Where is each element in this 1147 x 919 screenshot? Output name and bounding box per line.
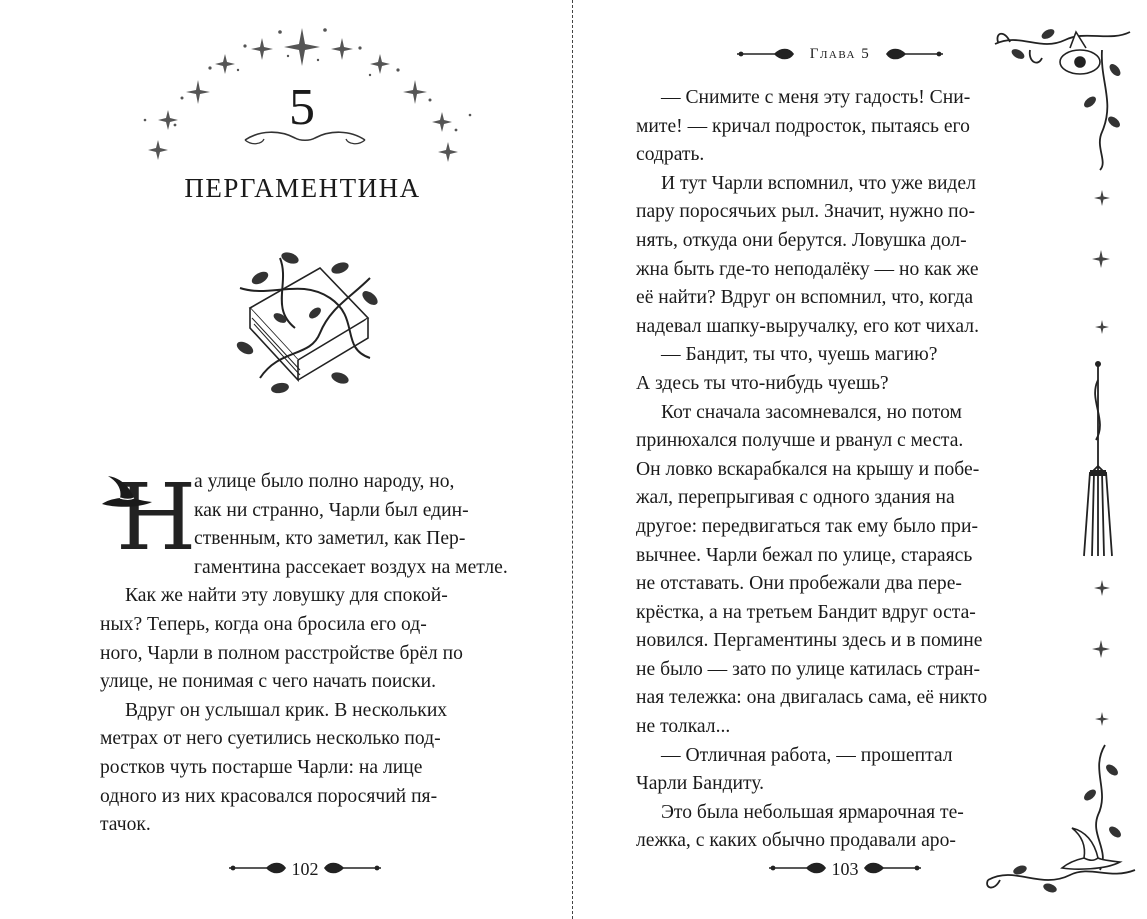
folio-ornament-right-icon [863, 861, 923, 875]
page-gutter [572, 0, 573, 919]
sparkle-icon [1095, 712, 1109, 726]
sparkle-icon [1095, 320, 1109, 334]
chapter-title: ПЕРГАМЕНТИНА [184, 173, 421, 203]
sparkle-icon [1094, 190, 1110, 206]
running-head [735, 42, 945, 66]
left-paragraph-3: Вдруг он услышал крик. В нескольких метрах от него суетились несколько под- ростков чуть постарше Чарли: на лице одного из них красовался поросячий пя- тачок. [100, 699, 448, 836]
dropcap [100, 464, 197, 571]
page-number: 103 [831, 859, 859, 879]
chapter-flourish-ornament [240, 128, 370, 150]
folio-ornament-right-icon [323, 861, 383, 875]
left-page [0, 0, 572, 919]
dropcap-letter: Н [116, 464, 197, 571]
right-paragraph-4: Кот сначала засомневался, но потом принюхался получше и рванул с места. Он ловко вскарабкался на крышу и побе- жал, перепрыгивая с одного здания на другое: передвигаться так ему было при- вычнее. Чарли бежал по улице, стараясь не отставать. Они пробежали два пере- крёстка, а на третьем Бандит вдруг оста- новился. Пергаментины здесь и в помине не было — зато по улице катилась стран- ная тележка: она двигалась сама, её никто не толкал... [636, 401, 988, 738]
left-body-text [100, 464, 512, 840]
right-paragraph-2: И тут Чарли вспомнил, что уже видел пару поросячьих рыл. Значит, нужно по- нять, откуда они берутся. Ловушка дол- жна быть где-то неподалёку — но как же её найти? Вдруг он вспомнил, что, когда надевал шапку-выручалку, его кот чихал. [636, 172, 979, 337]
right-paragraph-6: Это была небольшая ярмарочная те- лежка, с каких обычно продавали аро- [636, 801, 964, 852]
right-paragraph-1: — Снимите с меня эту гадость! Сни- мите! — кричал подросток, пытаясь его содрать. [636, 87, 971, 166]
vine-book-icon [220, 238, 390, 410]
vine-corner-top-icon [990, 22, 1140, 172]
sparkle-icon [1092, 250, 1110, 268]
right-paragraph-5: — Отличная работа, — прошептал Чарли Бандиту. [636, 744, 953, 795]
running-head-ornament-right-icon [885, 47, 945, 61]
running-head-label: Глава 5 [809, 46, 871, 62]
sparkle-icon [1092, 640, 1110, 658]
page-number-right [745, 857, 945, 881]
right-paragraph-3: — Бандит, ты что, чуешь магию? А здесь ты что-нибудь чуешь? [636, 344, 938, 394]
sparkle-icon [1094, 580, 1110, 596]
page-number-left [205, 857, 405, 881]
page-number: 102 [291, 859, 319, 879]
chapter-number: 5 [289, 79, 316, 136]
left-paragraph-2: Как же найти эту ловушку для спокой- ных? Теперь, когда она бросила его од- ного, Чарли в полном расстройстве брёл по улице, не понимая с чего начать поиски. [100, 585, 463, 693]
witch-hat-icon [100, 474, 160, 514]
left-paragraph-1: а улице было полно народу, но, как ни странно, Чарли был един- ственным, кто заметил, как Пер- гаментина рассекает воздух на метле. [194, 471, 508, 578]
vine-corner-bottom-icon [980, 740, 1140, 900]
broom-icon [1078, 360, 1118, 560]
